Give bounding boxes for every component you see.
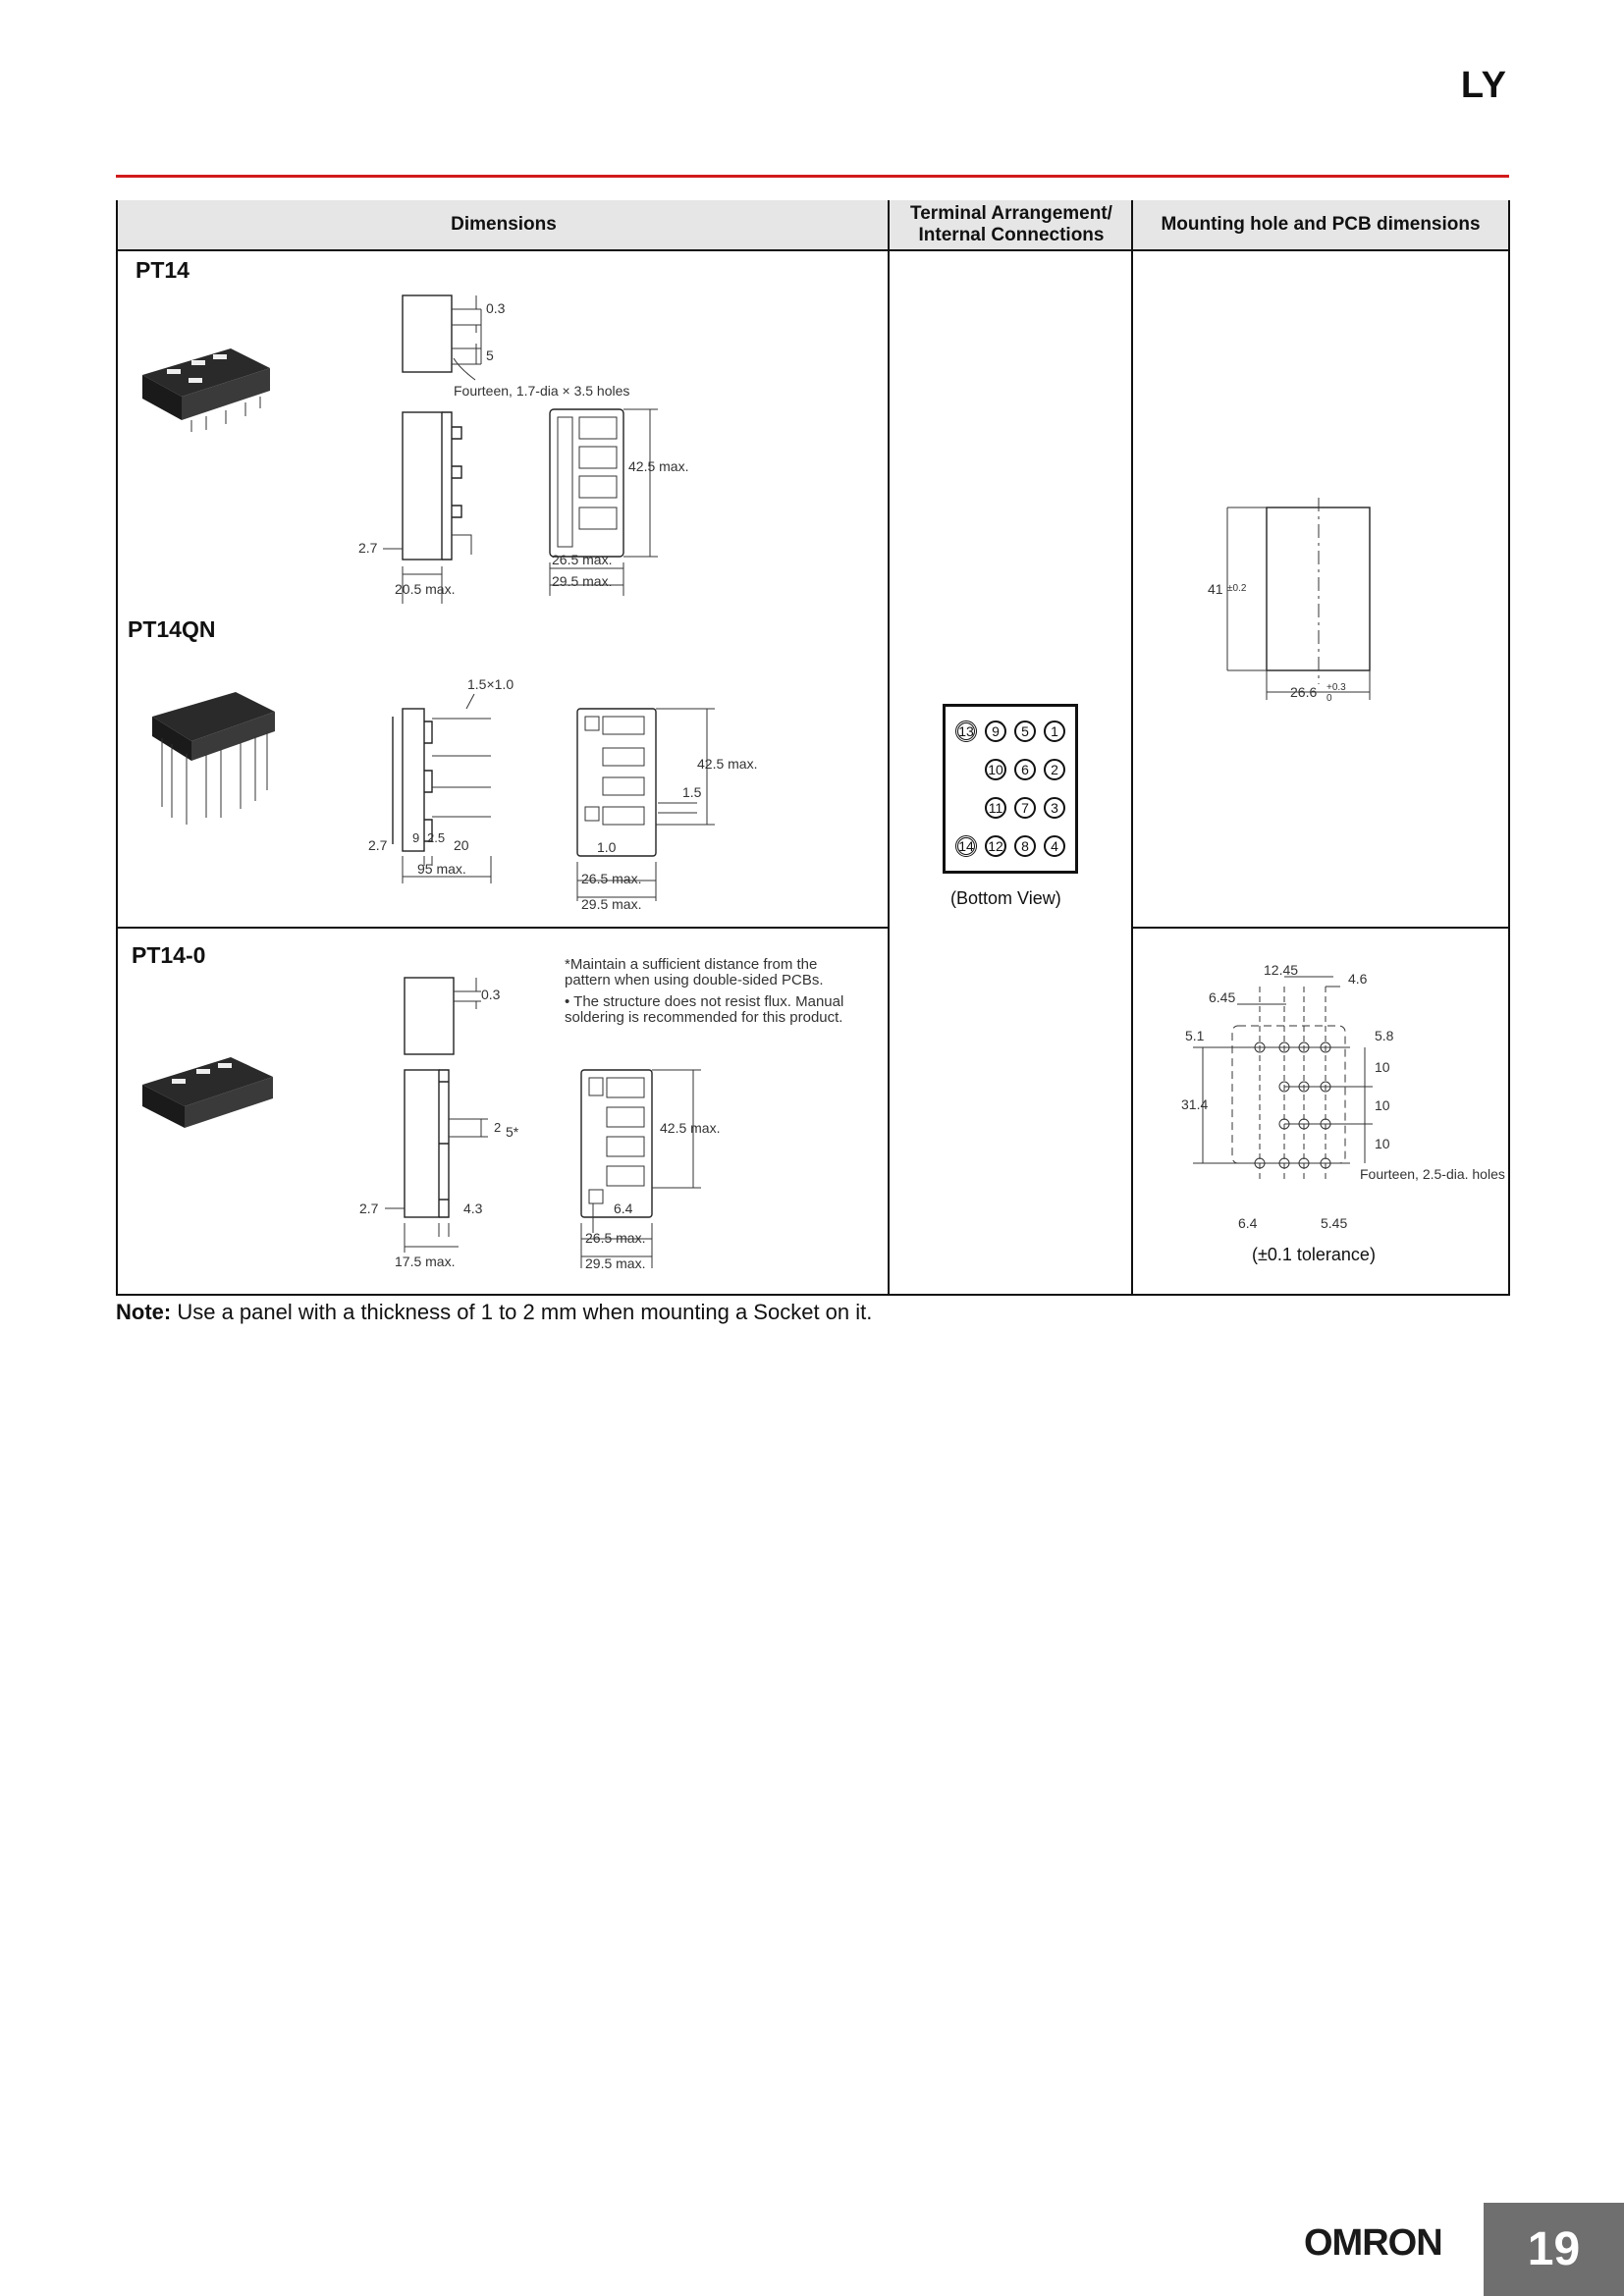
dim-label: 2 xyxy=(494,1120,502,1135)
dim-label: 42.5 max. xyxy=(697,756,758,772)
dim-label: 17.5 max. xyxy=(395,1254,456,1269)
dim-label: 2.5 xyxy=(427,830,446,845)
pcb-dim: 10 xyxy=(1375,1097,1390,1113)
dim-label: 9 xyxy=(412,830,420,845)
pcb-holes: Fourteen, 2.5-dia. holes xyxy=(1360,1166,1505,1182)
pcb-pattern-drawing xyxy=(1173,957,1505,1231)
dim-label: 0.3 xyxy=(481,987,501,1002)
terminal-pin-label: 1 xyxy=(1044,721,1065,742)
terminal-pin xyxy=(981,751,1010,789)
mount-height: 41 xyxy=(1208,581,1223,597)
terminal-pin-label: 12 xyxy=(985,835,1006,857)
terminal-pin-label: 8 xyxy=(1014,835,1036,857)
terminal-pin-label: 9 xyxy=(985,721,1006,742)
dim-label: 26.5 max. xyxy=(581,871,642,886)
pt14-0-note-2: • The structure does not resist flux. Manual soldering is recommended for this product. xyxy=(565,993,844,1026)
header-dimensions: Dimensions xyxy=(118,200,890,251)
dim-label: 2.7 xyxy=(368,837,388,853)
pcb-dim: 10 xyxy=(1375,1059,1390,1075)
mount-width-tol-lower: 0 xyxy=(1326,693,1332,704)
dim-label: 6.4 xyxy=(614,1201,633,1216)
mount-width-tol-upper: +0.3 xyxy=(1326,682,1346,693)
dim-label: 4.3 xyxy=(463,1201,483,1216)
pcb-dim: 4.6 xyxy=(1348,971,1368,987)
note-bullet: • xyxy=(565,993,570,1010)
terminal-pin xyxy=(951,827,981,865)
terminal-empty xyxy=(951,789,981,828)
dim-label: 26.5 max. xyxy=(552,552,613,567)
header-rule xyxy=(116,175,1509,178)
dim-label: 29.5 max. xyxy=(585,1255,646,1271)
pcb-dim: 6.4 xyxy=(1238,1215,1258,1231)
dim-label: Fourteen, 1.7-dia × 3.5 holes xyxy=(454,383,630,399)
note-asterisk: * xyxy=(565,956,570,973)
model-label-pt14: PT14 xyxy=(135,257,189,283)
omron-logo: OMRON xyxy=(1304,2222,1442,2264)
dim-label: 1.0 xyxy=(597,839,617,855)
header-mounting: Mounting hole and PCB dimensions xyxy=(1133,200,1508,251)
terminal-pin xyxy=(1010,827,1040,865)
pcb-dim: 5.45 xyxy=(1321,1215,1348,1231)
pcb-dim: 12.45 xyxy=(1264,962,1299,978)
terminal-pin xyxy=(981,789,1010,828)
terminal-caption: (Bottom View) xyxy=(950,888,1061,908)
dim-label: 29.5 max. xyxy=(581,896,642,912)
terminal-pin xyxy=(1040,751,1069,789)
terminal-pin-label: 3 xyxy=(1044,797,1065,819)
terminal-pin xyxy=(1040,789,1069,828)
terminal-pin xyxy=(981,713,1010,751)
page-number: 19 xyxy=(1484,2203,1624,2296)
pcb-dim: 5.8 xyxy=(1375,1028,1394,1043)
terminal-empty xyxy=(951,751,981,789)
header-terminal: Terminal Arrangement/ Internal Connections xyxy=(890,200,1133,251)
pcb-dim: 6.45 xyxy=(1209,989,1236,1005)
dim-label: 1.5×1.0 xyxy=(467,676,514,692)
terminal-pin xyxy=(951,713,981,751)
pt14qn-product-image xyxy=(147,687,285,829)
terminal-pin-label: 4 xyxy=(1044,835,1065,857)
series-title: LY xyxy=(1460,65,1507,106)
pt14qn-side-drawing xyxy=(363,676,758,923)
dim-label: 26.5 max. xyxy=(585,1230,646,1246)
mount-height-tol: ±0.2 xyxy=(1227,583,1247,594)
terminal-pin xyxy=(1040,713,1069,751)
dim-label: 0.3 xyxy=(486,300,506,316)
dim-label: 5 xyxy=(486,347,494,363)
dim-label: 42.5 max. xyxy=(660,1120,721,1136)
dim-label: 29.5 max. xyxy=(552,573,613,589)
model-label-pt14-0: PT14-0 xyxy=(132,942,206,968)
pcb-dim: 5.1 xyxy=(1185,1028,1205,1043)
terminal-pin-label: 10 xyxy=(985,759,1006,780)
terminal-pin-label: 7 xyxy=(1014,797,1036,819)
terminal-pin xyxy=(981,827,1010,865)
terminal-pin-label: 2 xyxy=(1044,759,1065,780)
terminal-pin xyxy=(1010,789,1040,828)
terminal-pin xyxy=(1010,751,1040,789)
dim-label: 1.5 xyxy=(682,784,702,800)
dim-label: 2.7 xyxy=(358,540,378,556)
terminal-pin xyxy=(1010,713,1040,751)
dim-label: 42.5 max. xyxy=(628,458,689,474)
model-label-pt14qn: PT14QN xyxy=(128,616,216,642)
mounting-hole-drawing xyxy=(1188,496,1404,702)
dim-label: 95 max. xyxy=(417,861,466,877)
mount-width: 26.6 xyxy=(1290,684,1318,700)
pt14-0-note-1: *Maintain a sufficient distance from the pattern when using double-sided PCBs. xyxy=(565,956,824,988)
terminal-pin xyxy=(1040,827,1069,865)
pt14-0-product-image xyxy=(137,1045,285,1144)
dim-label: 20 xyxy=(454,837,469,853)
pcb-dim: 31.4 xyxy=(1181,1096,1209,1112)
dim-label: 2.7 xyxy=(359,1201,379,1216)
terminal-grid xyxy=(943,704,1078,874)
row-divider xyxy=(116,927,890,929)
footnote: Note: Use a panel with a thickness of 1 to 2 mm when mounting a Socket on it. xyxy=(116,1300,873,1324)
column-divider xyxy=(1131,200,1133,1296)
column-divider xyxy=(888,200,890,1296)
pcb-caption: (±0.1 tolerance) xyxy=(1252,1245,1376,1264)
row-divider xyxy=(1131,927,1510,929)
pt14-product-image xyxy=(137,334,285,442)
terminal-pin-label: 5 xyxy=(1014,721,1036,742)
terminal-pin-label: 13 xyxy=(955,721,977,742)
dim-label: 20.5 max. xyxy=(395,581,456,597)
dim-label: 5* xyxy=(506,1124,519,1140)
pcb-dim: 10 xyxy=(1375,1136,1390,1151)
terminal-pin-label: 14 xyxy=(955,835,977,857)
pt14-side-drawing xyxy=(358,290,707,604)
terminal-pin-label: 6 xyxy=(1014,759,1036,780)
terminal-pin-label: 11 xyxy=(985,797,1006,819)
